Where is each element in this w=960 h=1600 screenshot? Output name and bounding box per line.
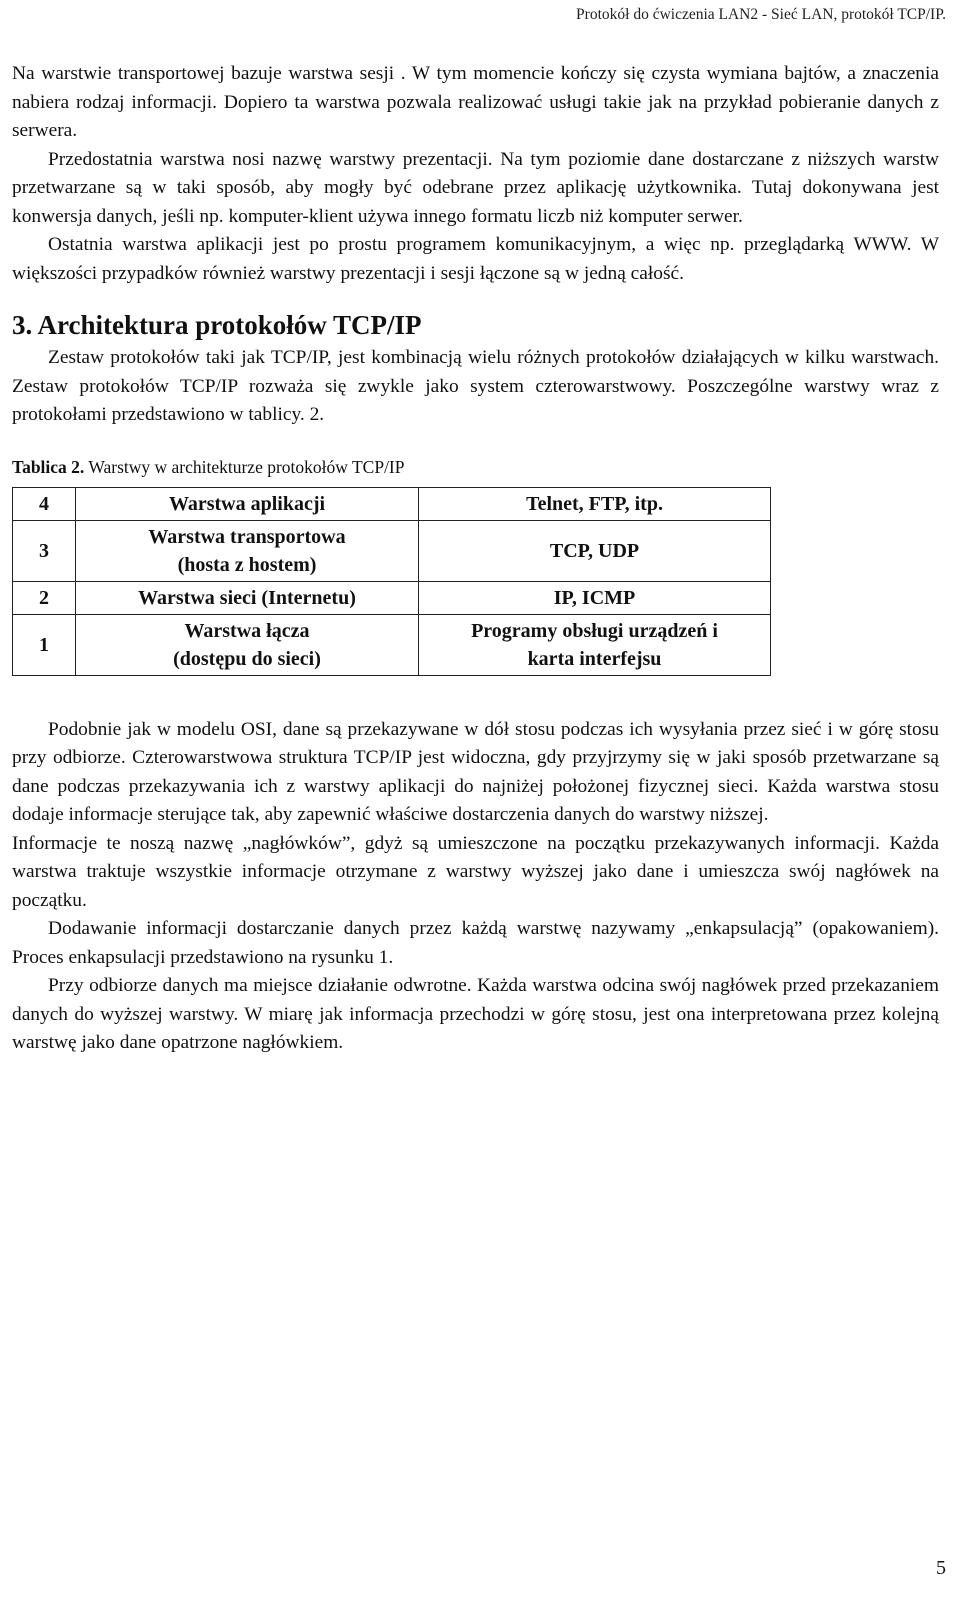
layers-table — [12, 487, 771, 676]
layer-protocols: IP, ICMP — [419, 581, 771, 614]
layer-name: Warstwa łącza (dostępu do sieci) — [76, 614, 419, 675]
table-row — [13, 520, 771, 581]
table-row — [13, 487, 771, 520]
page-content — [12, 60, 939, 1058]
intro-paragraph-application: Ostatnia warstwa aplikacji jest po prostu programem komunikacyjnym, a więc np. przeglądarką WWW. W większości przypadków również warstwy prezentacji i sesji łączone są w jedną całość. — [12, 234, 939, 284]
body-paragraph-stack: Podobnie jak w modelu OSI, dane są przekazywane w dół stosu podczas ich wysyłania przez sieć i w górę stosu przy odbiorze. Czterowarstwowa struktura TCP/IP jest widoczna, gdy przyjrzymy się w jaki sposób przetwarzane są dane podczas przekazywania ich z warstwy aplikacji do najniżej położonej fizycznej sieci. Każda warstwa stosu dodaje informacje sterujące tak, aby zapewnić właściwe dostarczenia danych do warstwy niższej. — [12, 718, 939, 825]
section-heading: 3. Architektura protokołów TCP/IP — [12, 310, 422, 340]
layer-name: Warstwa sieci (Internetu) — [76, 581, 419, 614]
intro-paragraph-session: Na warstwie transportowej bazuje warstwa sesji . W tym momencie kończy się czysta wymiana bajtów, a znaczenia nabiera rodzaj informacji. Dopiero ta warstwa pozwala realizować usługi takie jak na przykład pobieranie danych z serwera. — [12, 63, 939, 141]
running-header: Protokół do ćwiczenia LAN2 - Sieć LAN, protokół TCP/IP. — [576, 6, 946, 23]
layer-number: 4 — [13, 487, 76, 520]
layer-number: 2 — [13, 581, 76, 614]
layer-protocols: TCP, UDP — [419, 520, 771, 581]
layer-name: Warstwa transportowa (hosta z hostem) — [76, 520, 419, 581]
table-row — [13, 614, 771, 675]
table-caption-text: Warstwy w architekturze protokołów TCP/IP — [88, 456, 405, 477]
page-number: 5 — [936, 1557, 946, 1579]
table-caption — [12, 456, 939, 478]
body-paragraph-headers: Informacje te noszą nazwę „nagłówków”, gdyż są umieszczone na początku przekazywanych informacji. Każda warstwa traktuje wszystkie informacje otrzymane z warstwy wyższej jako dane i umieszcza swój nagłówek na początku. — [12, 832, 939, 911]
intro-paragraph-presentation: Przedostatnia warstwa nosi nazwę warstwy prezentacji. Na tym poziomie dane dostarczane z niższych warstw przetwarzane są w taki sposób, aby mogły być odebrane przez aplikację użytkownika. Tutaj dokonywana jest konwersja danych, jeśli np. komputer-klient używa innego formatu liczb niż komputer serwer. — [12, 148, 939, 227]
layer-name: Warstwa aplikacji — [76, 487, 419, 520]
layer-number: 1 — [13, 614, 76, 675]
layer-protocols: Programy obsługi urządzeń i karta interfejsu — [419, 614, 771, 675]
layer-number: 3 — [13, 520, 76, 581]
section-paragraph: Zestaw protokołów taki jak TCP/IP, jest kombinacją wielu różnych protokołów działających w kilku warstwach. Zestaw protokołów TCP/IP rozważa się zwykle jako system czterowarstwowy. Poszczególne warstwy wraz z protokołami przedstawiono w tablicy. 2. — [12, 347, 939, 425]
table-caption-label: Tablica 2. — [12, 456, 85, 477]
body-paragraph-encapsulation: Dodawanie informacji dostarczanie danych przez każdą warstwę nazywamy „enkapsulacją” (opakowaniem). Proces enkapsulacji przedstawiono na rysunku 1. — [12, 918, 939, 968]
table-row — [13, 581, 771, 614]
body-paragraph-receive: Przy odbiorze danych ma miejsce działanie odwrotne. Każda warstwa odcina swój nagłówek przed przekazaniem danych do wyższej warstwy. W miarę jak informacja przechodzi w górę stosu, jest ona interpretowana przez kolejną warstwę jako dane opatrzone nagłówkiem. — [12, 975, 939, 1053]
layer-protocols: Telnet, FTP, itp. — [419, 487, 771, 520]
